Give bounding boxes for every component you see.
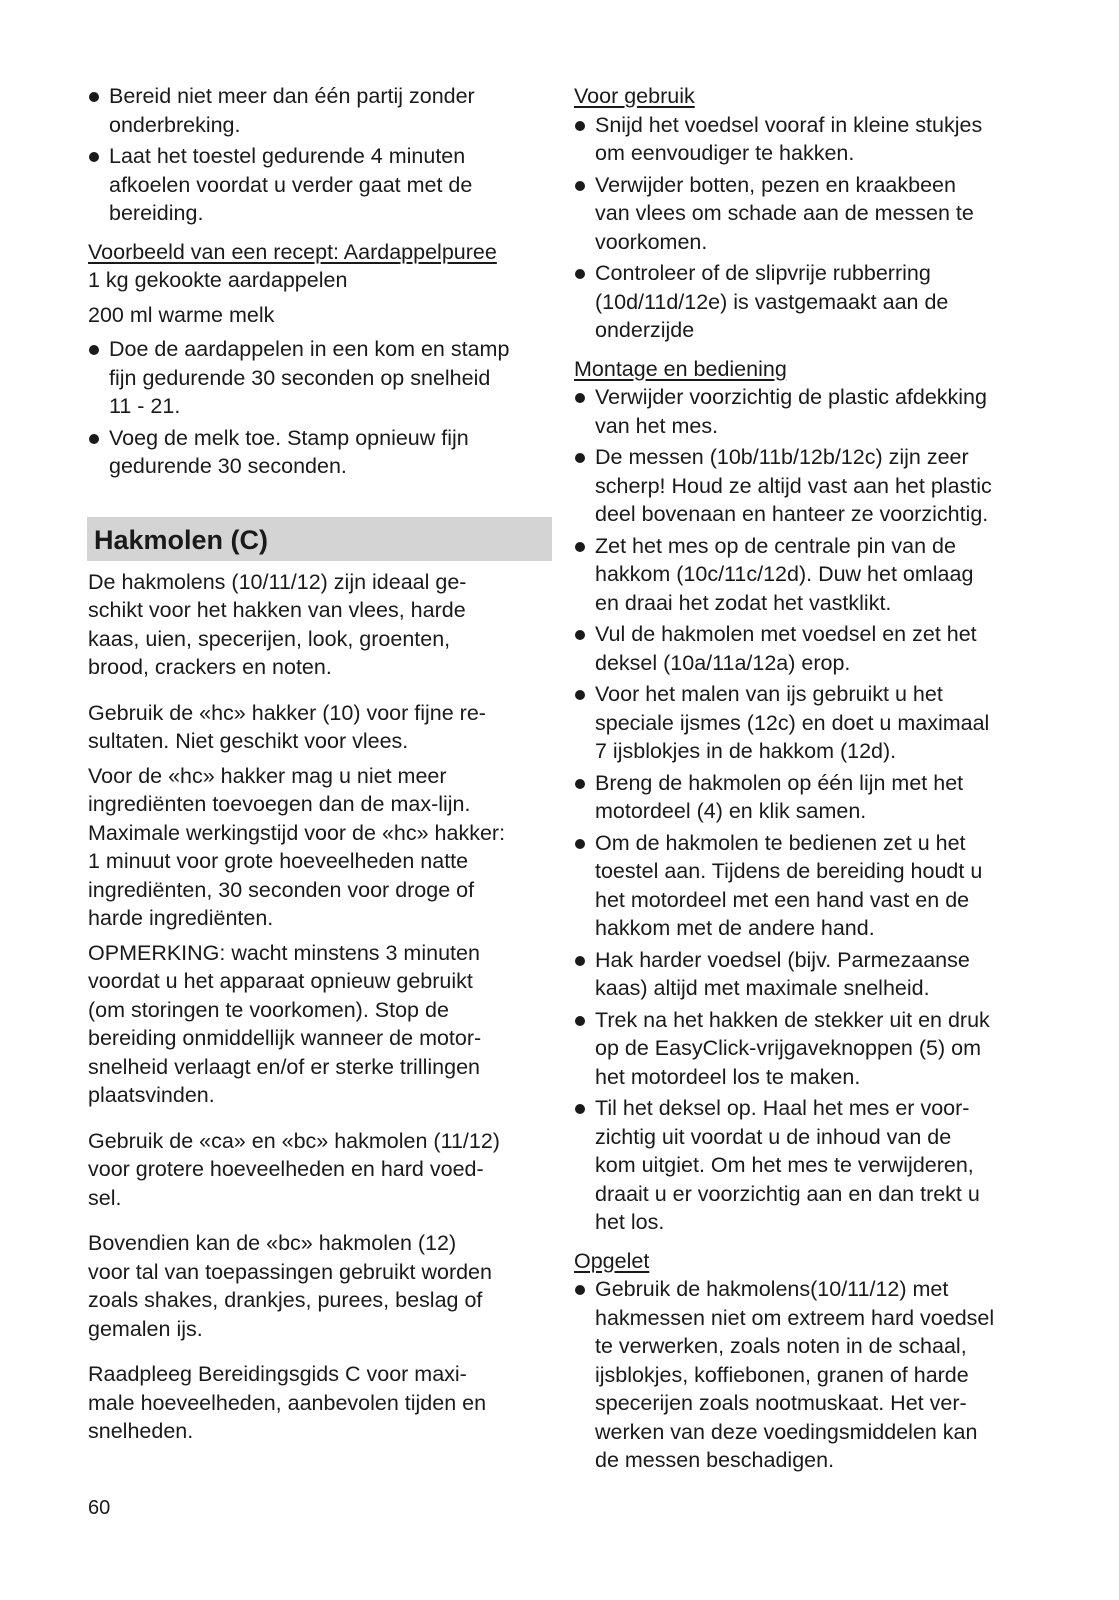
paragraph: Gebruik de «ca» en «bc» hakmolen (11/12) voor grotere hoeveelheden en hard voed- sel. [88,1128,500,1210]
bullet-item: Doe de aardappelen in een kom en stamp fijn gedurende 30 seconden op snelheid 11 - 21. [88,335,548,421]
ingredient-line: 1 kg gekookte aardappelen [88,268,348,292]
bullet-item: Snijd het voedsel vooraf in kleine stukjes om eenvoudiger te hakken. [574,111,1044,168]
subsection-title: Opgelet [574,1248,650,1273]
bullet-item: Zet het mes op de centrale pin van de hakkom (10c/11c/12d). Duw het omlaag en draai het zodat het vastklikt. [574,532,1044,618]
bullet-item: Breng de hakmolen op één lijn met het motordeel (4) en klik samen. [574,769,1044,826]
bullet-item: De messen (10b/11b/12b/12c) zijn zeer scherp! Houd ze altijd vast aan het plastic deel bovenaan en hanteer ze voorzichtig. [574,443,1044,529]
bullet-item: Til het deksel op. Haal het mes er voor- zichtig uit voordat u de inhoud van de kom uitgiet. Om het mes te verwijderen, draait u er voorzichtig aan en dan trekt u het los. [574,1094,1044,1237]
subsection-title: Voor gebruik [574,84,695,108]
paragraph: Raadpleeg Bereidingsgids C voor maxi- male hoeveelheden, aanbevolen tijden en snelheden. [88,1362,487,1443]
bullet-item: Vul de hakmolen met voedsel en zet het deksel (10a/11a/12a) erop. [574,620,1044,677]
bullet-item: Verwijder botten, pezen en kraakbeen van vlees om schade aan de messen te voorkomen. [574,171,1044,257]
section-heading: Hakmolen (C) [87,517,552,561]
bullet-item: Voor het malen van ijs gebruikt u het speciale ijsmes (12c) en doet u maximaal 7 ijsblokjes in de hakkom (12d). [574,680,1044,766]
paragraph: Bovendien kan de «bc» hakmolen (12) voor tal van toepassingen gebruikt worden zoals shakes, drankjes, purees, beslag of gemalen ijs. [88,1231,492,1341]
paragraph: OPMERKING: wacht minstens 3 minuten voordat u het apparaat opnieuw gebruikt (om storingen te voorkomen). Stop de bereiding onmiddellijk wanneer de motor- snelheid verlaagt en/of er sterke trillingen plaatsvinden. [88,940,482,1107]
ingredient-line: 200 ml warme melk [88,302,275,327]
bullet-item: Gebruik de hakmolens(10/11/12) met hakmessen niet om extreem hard voedsel te verwerken, zoals noten in de schaal, ijsblokjes, koffiebonen, granen of harde specerijen zoals nootmuskaat. Het ver- werken van deze voedingsmiddelen kan de messen beschadigen. [574,1275,1044,1475]
right-column [574,82,1044,1478]
paragraph: Voor de «hc» hakker mag u niet meer ingrediënten toevoegen dan de max-lijn. Maximale werkingstijd voor de «hc» hakker: 1 minuut voor grote hoeveelheden natte ingrediënten, 30 seconden voor droge of harde ingrediënten. [88,763,506,930]
left-column [88,82,548,1452]
bullet-item: Controleer of de slipvrije rubberring (10d/11d/12e) is vastgemaakt aan de onderzijde [574,259,1044,345]
paragraph: De hakmolens (10/11/12) zijn ideaal ge- schikt voor het hakken van vlees, harde kaas, uien, specerijen, look, groenten, brood, crackers en noten. [88,569,467,679]
page-number: 60 [88,1497,111,1519]
bullet-item: Voeg de melk toe. Stamp opnieuw fijn gedurende 30 seconden. [88,424,548,481]
subsection-title: Montage en bediening [574,356,787,381]
recipe-title: Voorbeeld van een recept: Aardappelpuree [88,239,497,264]
bullet-item: Bereid niet meer dan één partij zonder onderbreking. [88,82,548,139]
bullet-item: Om de hakmolen te bedienen zet u het toestel aan. Tijdens de bereiding houdt u het motordeel met een hand vast en de hakkom met de andere hand. [574,829,1044,943]
bullet-item: Verwijder voorzichtig de plastic afdekking van het mes. [574,383,1044,440]
bullet-item: Trek na het hakken de stekker uit en druk op de EasyClick-vrijgaveknoppen (5) om het motordeel los te maken. [574,1006,1044,1092]
paragraph: Gebruik de «hc» hakker (10) voor fijne re- sultaten. Niet geschikt voor vlees. [88,700,486,753]
bullet-item: Hak harder voedsel (bijv. Parmezaanse kaas) altijd met maximale snelheid. [574,946,1044,1003]
bullet-item: Laat het toestel gedurende 4 minuten afkoelen voordat u verder gaat met de bereiding. [88,142,548,228]
